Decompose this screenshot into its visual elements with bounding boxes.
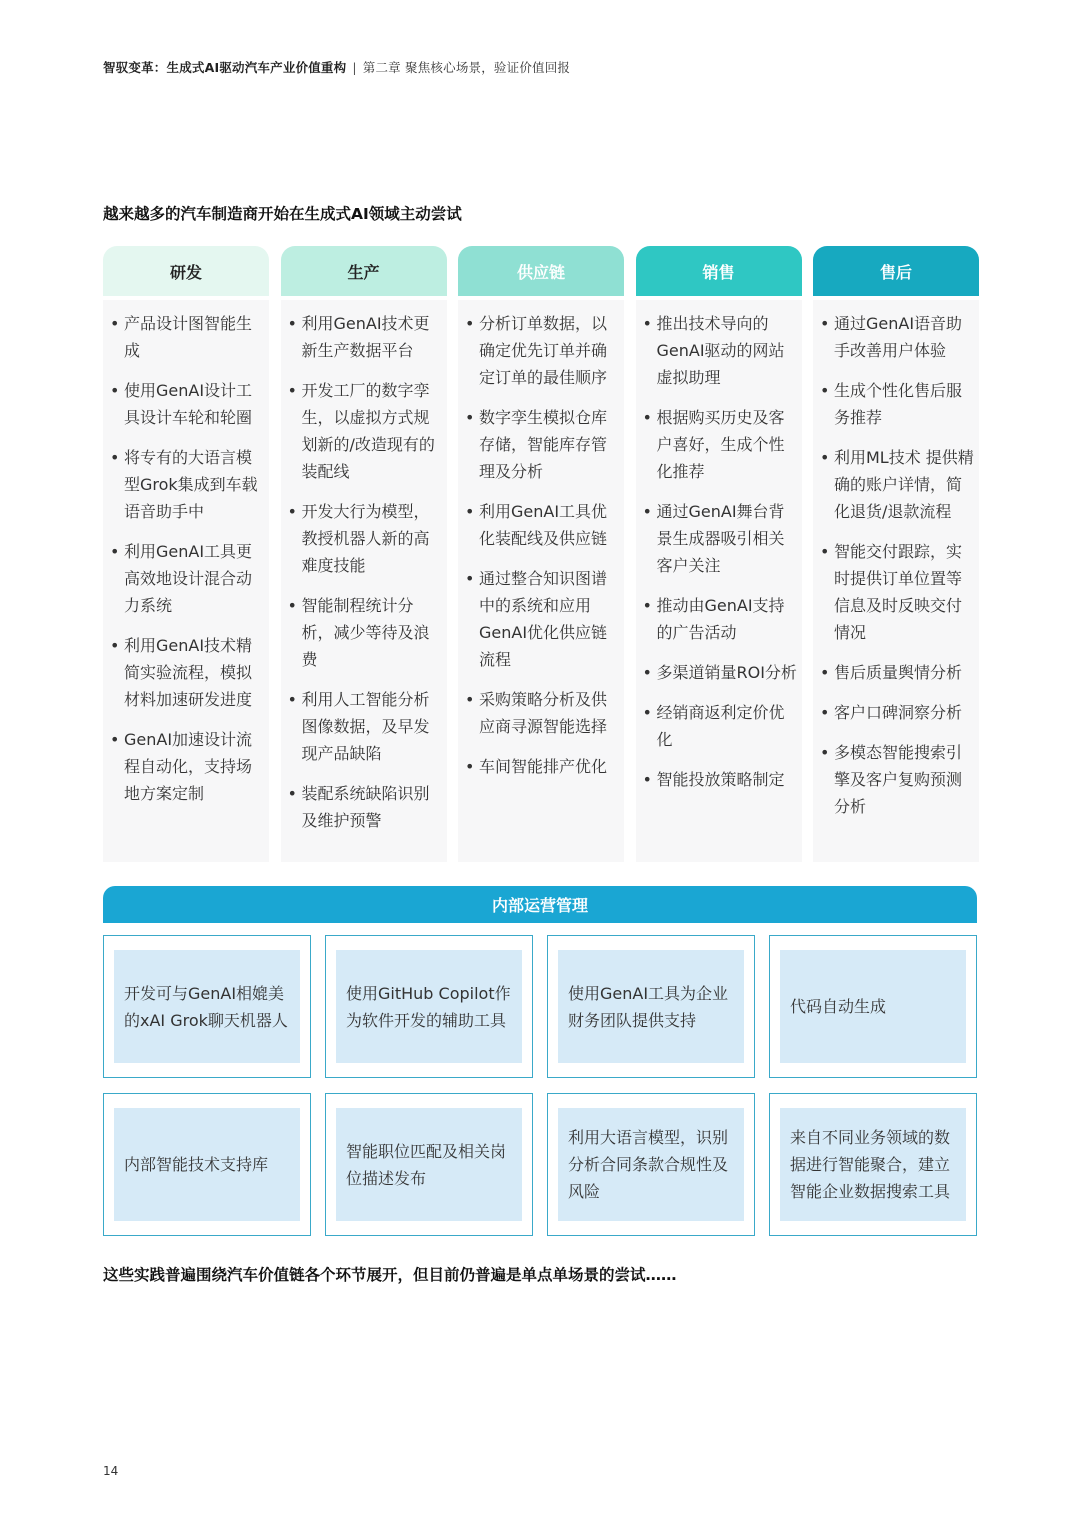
ops-item-box [558, 1108, 744, 1221]
ops-item [547, 935, 755, 1078]
ops-grid [103, 935, 977, 1235]
ops-item [325, 935, 533, 1078]
list-item: • 推出技术导向的GenAI驱动的网站虚拟助理 [642, 310, 798, 391]
list-item: • 利用GenAI技术更新生产数据平台 [287, 310, 443, 364]
list-item: • 数字孪生模拟仓库存储，智能库存管理及分析 [464, 404, 620, 485]
column-body [636, 300, 802, 862]
column-body [103, 300, 269, 862]
bullet-list [819, 310, 975, 820]
page-number: 14 [103, 1464, 119, 1478]
ops-item-text: 利用大语言模型，识别分析合同条款合规性及风险 [568, 1128, 729, 1201]
bullet-list [287, 310, 443, 834]
ops-item-text: 开发可与GenAI相媲美的xAI Grok聊天机器人 [124, 983, 288, 1030]
ops-item-box [336, 950, 522, 1063]
ops-item [103, 1093, 311, 1236]
ops-item [769, 1093, 977, 1236]
list-item: • 经销商返利定价优化 [642, 699, 798, 753]
list-item: • 开发大行为模型，教授机器人新的高难度技能 [287, 498, 443, 579]
list-item: • 推动由GenAI支持的广告活动 [642, 592, 798, 646]
ops-item [103, 935, 311, 1078]
section-headline: 越来越多的汽车制造商开始在生成式AI领域主动尝试 [103, 205, 462, 223]
ops-item-text: 使用GitHub Copilot作为软件开发的辅助工具 [346, 983, 511, 1030]
column-4 [813, 246, 979, 862]
list-item: • 智能制程统计分析，减少等待及浪费 [287, 592, 443, 673]
column-header: 销售 [636, 246, 802, 296]
ops-item-text: 代码自动生成 [790, 997, 887, 1016]
list-item: • 通过GenAI舞台背景生成器吸引相关客户关注 [642, 498, 798, 579]
column-body [813, 300, 979, 862]
ops-item-box [558, 950, 744, 1063]
column-header: 供应链 [458, 246, 624, 296]
list-item: • 客户口碑洞察分析 [819, 699, 975, 726]
list-item: • 分析订单数据，以确定优先订单并确定订单的最佳顺序 [464, 310, 620, 391]
chapter-title: 第二章 聚焦核心场景，验证价值回报 [362, 60, 571, 75]
ops-item [325, 1093, 533, 1236]
list-item: • 利用GenAI技术精简实验流程，模拟材料加速研发进度 [109, 632, 265, 713]
list-item: • 开发工厂的数字孪生，以虚拟方式规划新的/改造现有的装配线 [287, 377, 443, 485]
bullet-list [642, 310, 798, 793]
header-separator: | [352, 60, 357, 75]
list-item: • 智能交付跟踪，实时提供订单位置等信息及时反映交付情况 [819, 538, 975, 646]
value-chain-columns [103, 246, 977, 862]
ops-item [547, 1093, 755, 1236]
ops-item-text: 来自不同业务领域的数据进行智能聚合，建立智能企业数据搜索工具 [790, 1128, 951, 1201]
ops-item-text: 智能职位匹配及相关岗位描述发布 [346, 1141, 507, 1188]
list-item: • 售后质量舆情分析 [819, 659, 975, 686]
list-item: • 多渠道销量ROI分析 [642, 659, 798, 686]
list-item: • 装配系统缺陷识别及维护预警 [287, 780, 443, 834]
ops-item-box [780, 950, 966, 1063]
list-item: • 使用GenAI设计工具设计车轮和轮圈 [109, 377, 265, 431]
list-item: • 智能投放策略制定 [642, 766, 798, 793]
ops-section-title: 内部运营管理 [491, 896, 588, 915]
column-header: 售后 [813, 246, 979, 296]
column-0 [103, 246, 269, 862]
report-title: 智驭变革：生成式AI驱动汽车产业价值重构 [103, 60, 347, 75]
list-item: • 利用人工智能分析图像数据，及早发现产品缺陷 [287, 686, 443, 767]
list-item: • GenAI加速设计流程自动化，支持场地方案定制 [109, 726, 265, 807]
ops-section-header [103, 886, 977, 923]
list-item: • 利用GenAI工具优化装配线及供应链 [464, 498, 620, 552]
column-header: 研发 [103, 246, 269, 296]
bullet-list [109, 310, 265, 807]
bullet-list [464, 310, 620, 780]
conclusion-text: 这些实践普遍围绕汽车价值链各个环节展开，但目前仍普遍是单点单场景的尝试…… [103, 1266, 677, 1284]
ops-item-box [114, 1108, 300, 1221]
ops-item-text: 内部智能技术支持库 [124, 1155, 269, 1174]
list-item: • 利用ML技术 提供精确的账户详情，简化退货/退款流程 [819, 444, 975, 525]
list-item: • 通过整合知识图谱中的系统和应用GenAI优化供应链流程 [464, 565, 620, 673]
ops-item-box [336, 1108, 522, 1221]
list-item: • 通过GenAI语音助手改善用户体验 [819, 310, 975, 364]
ops-item-box [780, 1108, 966, 1221]
list-item: • 车间智能排产优化 [464, 753, 620, 780]
ops-item-box [114, 950, 300, 1063]
ops-item [769, 935, 977, 1078]
column-header: 生产 [281, 246, 447, 296]
ops-item-text: 使用GenAI工具为企业财务团队提供支持 [568, 983, 729, 1030]
list-item: • 采购策略分析及供应商寻源智能选择 [464, 686, 620, 740]
column-1 [281, 246, 447, 862]
column-3 [636, 246, 802, 862]
list-item: • 多模态智能搜索引擎及客户复购预测分析 [819, 739, 975, 820]
list-item: • 生成个性化售后服务推荐 [819, 377, 975, 431]
running-header [103, 58, 570, 76]
column-2 [458, 246, 624, 862]
column-body [458, 300, 624, 862]
list-item: • 产品设计图智能生成 [109, 310, 265, 364]
list-item: • 利用GenAI工具更高效地设计混合动力系统 [109, 538, 265, 619]
list-item: • 根据购买历史及客户喜好，生成个性化推荐 [642, 404, 798, 485]
list-item: • 将专有的大语言模型Grok集成到车载语音助手中 [109, 444, 265, 525]
column-body [281, 300, 447, 862]
